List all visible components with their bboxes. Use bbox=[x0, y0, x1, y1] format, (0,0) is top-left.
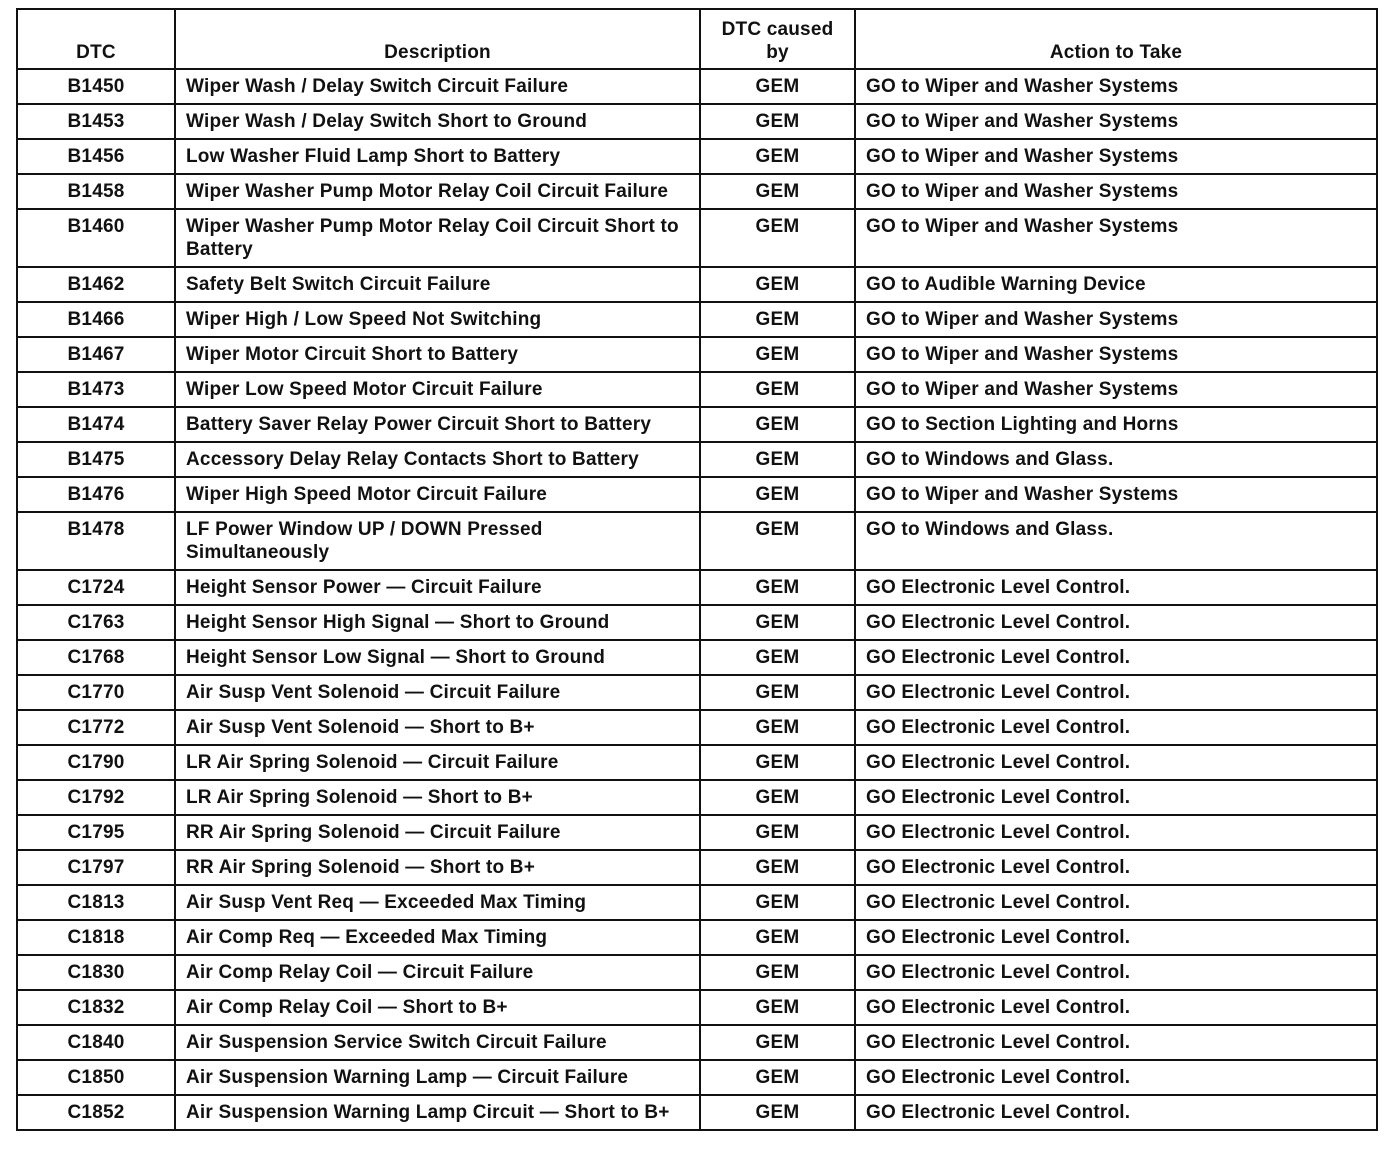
cell-description: Air Susp Vent Solenoid — Short to B+ bbox=[175, 710, 700, 745]
table-row bbox=[17, 139, 1377, 174]
table-body bbox=[17, 69, 1377, 1130]
cell-action: GO Electronic Level Control. bbox=[855, 710, 1377, 745]
table-header bbox=[17, 9, 1377, 69]
cell-caused-by: GEM bbox=[700, 1095, 855, 1130]
cell-dtc: C1830 bbox=[17, 955, 175, 990]
table-row bbox=[17, 407, 1377, 442]
cell-description: Wiper Washer Pump Motor Relay Coil Circuit Failure bbox=[175, 174, 700, 209]
table-row bbox=[17, 640, 1377, 675]
cell-caused-by: GEM bbox=[700, 780, 855, 815]
cell-caused-by: GEM bbox=[700, 885, 855, 920]
cell-dtc: B1462 bbox=[17, 267, 175, 302]
cell-action: GO to Wiper and Washer Systems bbox=[855, 104, 1377, 139]
table-row bbox=[17, 1095, 1377, 1130]
cell-dtc: C1724 bbox=[17, 570, 175, 605]
table-row bbox=[17, 815, 1377, 850]
cell-action: GO to Wiper and Washer Systems bbox=[855, 337, 1377, 372]
cell-caused-by: GEM bbox=[700, 104, 855, 139]
cell-dtc: C1832 bbox=[17, 990, 175, 1025]
cell-dtc: B1475 bbox=[17, 442, 175, 477]
cell-caused-by: GEM bbox=[700, 1025, 855, 1060]
table-row bbox=[17, 104, 1377, 139]
cell-description: Wiper Wash / Delay Switch Circuit Failure bbox=[175, 69, 700, 104]
cell-dtc: C1770 bbox=[17, 675, 175, 710]
table-row bbox=[17, 337, 1377, 372]
cell-caused-by: GEM bbox=[700, 1060, 855, 1095]
cell-description: Wiper Wash / Delay Switch Short to Ground bbox=[175, 104, 700, 139]
cell-description: Accessory Delay Relay Contacts Short to Battery bbox=[175, 442, 700, 477]
cell-action: GO to Windows and Glass. bbox=[855, 512, 1377, 570]
cell-dtc: B1460 bbox=[17, 209, 175, 267]
cell-description: Wiper High Speed Motor Circuit Failure bbox=[175, 477, 700, 512]
cell-action: GO to Wiper and Washer Systems bbox=[855, 372, 1377, 407]
cell-caused-by: GEM bbox=[700, 850, 855, 885]
cell-caused-by: GEM bbox=[700, 710, 855, 745]
cell-description: Air Suspension Warning Lamp Circuit — Short to B+ bbox=[175, 1095, 700, 1130]
cell-description: Wiper Low Speed Motor Circuit Failure bbox=[175, 372, 700, 407]
cell-caused-by: GEM bbox=[700, 815, 855, 850]
cell-caused-by: GEM bbox=[700, 477, 855, 512]
cell-caused-by: GEM bbox=[700, 570, 855, 605]
header-action: Action to Take bbox=[855, 9, 1377, 69]
cell-description: Wiper High / Low Speed Not Switching bbox=[175, 302, 700, 337]
cell-action: GO Electronic Level Control. bbox=[855, 920, 1377, 955]
header-caused-by: DTC caused by bbox=[700, 9, 855, 69]
cell-dtc: B1474 bbox=[17, 407, 175, 442]
cell-dtc: B1466 bbox=[17, 302, 175, 337]
cell-dtc: C1772 bbox=[17, 710, 175, 745]
cell-action: GO to Wiper and Washer Systems bbox=[855, 209, 1377, 267]
cell-dtc: C1795 bbox=[17, 815, 175, 850]
table-row bbox=[17, 885, 1377, 920]
table-row bbox=[17, 955, 1377, 990]
cell-caused-by: GEM bbox=[700, 372, 855, 407]
cell-caused-by: GEM bbox=[700, 605, 855, 640]
cell-dtc: B1456 bbox=[17, 139, 175, 174]
cell-caused-by: GEM bbox=[700, 209, 855, 267]
table-row bbox=[17, 477, 1377, 512]
table-row bbox=[17, 920, 1377, 955]
cell-dtc: B1478 bbox=[17, 512, 175, 570]
cell-dtc: B1467 bbox=[17, 337, 175, 372]
cell-action: GO Electronic Level Control. bbox=[855, 1025, 1377, 1060]
cell-caused-by: GEM bbox=[700, 675, 855, 710]
cell-dtc: C1850 bbox=[17, 1060, 175, 1095]
cell-description: Air Suspension Service Switch Circuit Failure bbox=[175, 1025, 700, 1060]
cell-caused-by: GEM bbox=[700, 955, 855, 990]
cell-description: RR Air Spring Solenoid — Short to B+ bbox=[175, 850, 700, 885]
table-row bbox=[17, 605, 1377, 640]
cell-action: GO Electronic Level Control. bbox=[855, 1095, 1377, 1130]
cell-action: GO to Section Lighting and Horns bbox=[855, 407, 1377, 442]
cell-action: GO Electronic Level Control. bbox=[855, 640, 1377, 675]
cell-action: GO Electronic Level Control. bbox=[855, 815, 1377, 850]
cell-description: Air Suspension Warning Lamp — Circuit Failure bbox=[175, 1060, 700, 1095]
table-row bbox=[17, 372, 1377, 407]
table-row bbox=[17, 1025, 1377, 1060]
cell-action: GO Electronic Level Control. bbox=[855, 885, 1377, 920]
cell-description: Height Sensor Low Signal — Short to Ground bbox=[175, 640, 700, 675]
cell-action: GO Electronic Level Control. bbox=[855, 955, 1377, 990]
cell-description: RR Air Spring Solenoid — Circuit Failure bbox=[175, 815, 700, 850]
cell-dtc: B1453 bbox=[17, 104, 175, 139]
cell-caused-by: GEM bbox=[700, 267, 855, 302]
cell-description: LF Power Window UP / DOWN Pressed Simultaneously bbox=[175, 512, 700, 570]
cell-description: Wiper Washer Pump Motor Relay Coil Circuit Short to Battery bbox=[175, 209, 700, 267]
cell-action: GO to Audible Warning Device bbox=[855, 267, 1377, 302]
header-description: Description bbox=[175, 9, 700, 69]
cell-dtc: C1790 bbox=[17, 745, 175, 780]
cell-description: LR Air Spring Solenoid — Circuit Failure bbox=[175, 745, 700, 780]
table-row bbox=[17, 570, 1377, 605]
cell-description: Wiper Motor Circuit Short to Battery bbox=[175, 337, 700, 372]
cell-description: Air Susp Vent Solenoid — Circuit Failure bbox=[175, 675, 700, 710]
cell-caused-by: GEM bbox=[700, 139, 855, 174]
table-row bbox=[17, 990, 1377, 1025]
table-row bbox=[17, 69, 1377, 104]
header-row bbox=[17, 9, 1377, 69]
table-row bbox=[17, 850, 1377, 885]
table-row bbox=[17, 302, 1377, 337]
cell-description: Air Comp Relay Coil — Short to B+ bbox=[175, 990, 700, 1025]
cell-action: GO Electronic Level Control. bbox=[855, 850, 1377, 885]
cell-description: Air Comp Relay Coil — Circuit Failure bbox=[175, 955, 700, 990]
cell-caused-by: GEM bbox=[700, 920, 855, 955]
header-dtc: DTC bbox=[17, 9, 175, 69]
cell-action: GO Electronic Level Control. bbox=[855, 990, 1377, 1025]
cell-action: GO to Windows and Glass. bbox=[855, 442, 1377, 477]
cell-caused-by: GEM bbox=[700, 745, 855, 780]
cell-action: GO Electronic Level Control. bbox=[855, 780, 1377, 815]
cell-description: Air Comp Req — Exceeded Max Timing bbox=[175, 920, 700, 955]
cell-caused-by: GEM bbox=[700, 337, 855, 372]
cell-action: GO Electronic Level Control. bbox=[855, 570, 1377, 605]
cell-caused-by: GEM bbox=[700, 442, 855, 477]
cell-description: Height Sensor High Signal — Short to Ground bbox=[175, 605, 700, 640]
cell-dtc: B1476 bbox=[17, 477, 175, 512]
table-row bbox=[17, 1060, 1377, 1095]
cell-dtc: B1473 bbox=[17, 372, 175, 407]
table-row bbox=[17, 512, 1377, 570]
cell-description: Safety Belt Switch Circuit Failure bbox=[175, 267, 700, 302]
cell-dtc: C1797 bbox=[17, 850, 175, 885]
cell-dtc: C1768 bbox=[17, 640, 175, 675]
cell-action: GO to Wiper and Washer Systems bbox=[855, 69, 1377, 104]
table-row bbox=[17, 174, 1377, 209]
cell-description: Low Washer Fluid Lamp Short to Battery bbox=[175, 139, 700, 174]
table-row bbox=[17, 267, 1377, 302]
cell-caused-by: GEM bbox=[700, 512, 855, 570]
cell-caused-by: GEM bbox=[700, 990, 855, 1025]
cell-caused-by: GEM bbox=[700, 302, 855, 337]
cell-caused-by: GEM bbox=[700, 407, 855, 442]
cell-caused-by: GEM bbox=[700, 69, 855, 104]
cell-dtc: B1458 bbox=[17, 174, 175, 209]
table-row bbox=[17, 780, 1377, 815]
cell-caused-by: GEM bbox=[700, 640, 855, 675]
cell-action: GO to Wiper and Washer Systems bbox=[855, 302, 1377, 337]
table-row bbox=[17, 675, 1377, 710]
cell-action: GO Electronic Level Control. bbox=[855, 745, 1377, 780]
cell-dtc: C1852 bbox=[17, 1095, 175, 1130]
cell-action: GO Electronic Level Control. bbox=[855, 605, 1377, 640]
table-row bbox=[17, 745, 1377, 780]
cell-action: GO to Wiper and Washer Systems bbox=[855, 139, 1377, 174]
cell-dtc: C1840 bbox=[17, 1025, 175, 1060]
cell-dtc: C1792 bbox=[17, 780, 175, 815]
cell-description: LR Air Spring Solenoid — Short to B+ bbox=[175, 780, 700, 815]
cell-description: Air Susp Vent Req — Exceeded Max Timing bbox=[175, 885, 700, 920]
cell-dtc: C1763 bbox=[17, 605, 175, 640]
cell-dtc: C1818 bbox=[17, 920, 175, 955]
cell-description: Height Sensor Power — Circuit Failure bbox=[175, 570, 700, 605]
cell-action: GO to Wiper and Washer Systems bbox=[855, 174, 1377, 209]
cell-action: GO Electronic Level Control. bbox=[855, 675, 1377, 710]
cell-caused-by: GEM bbox=[700, 174, 855, 209]
cell-dtc: B1450 bbox=[17, 69, 175, 104]
table-row bbox=[17, 209, 1377, 267]
table-row bbox=[17, 442, 1377, 477]
dtc-table bbox=[16, 8, 1378, 1131]
cell-dtc: C1813 bbox=[17, 885, 175, 920]
cell-action: GO Electronic Level Control. bbox=[855, 1060, 1377, 1095]
cell-action: GO to Wiper and Washer Systems bbox=[855, 477, 1377, 512]
table-row bbox=[17, 710, 1377, 745]
cell-description: Battery Saver Relay Power Circuit Short to Battery bbox=[175, 407, 700, 442]
